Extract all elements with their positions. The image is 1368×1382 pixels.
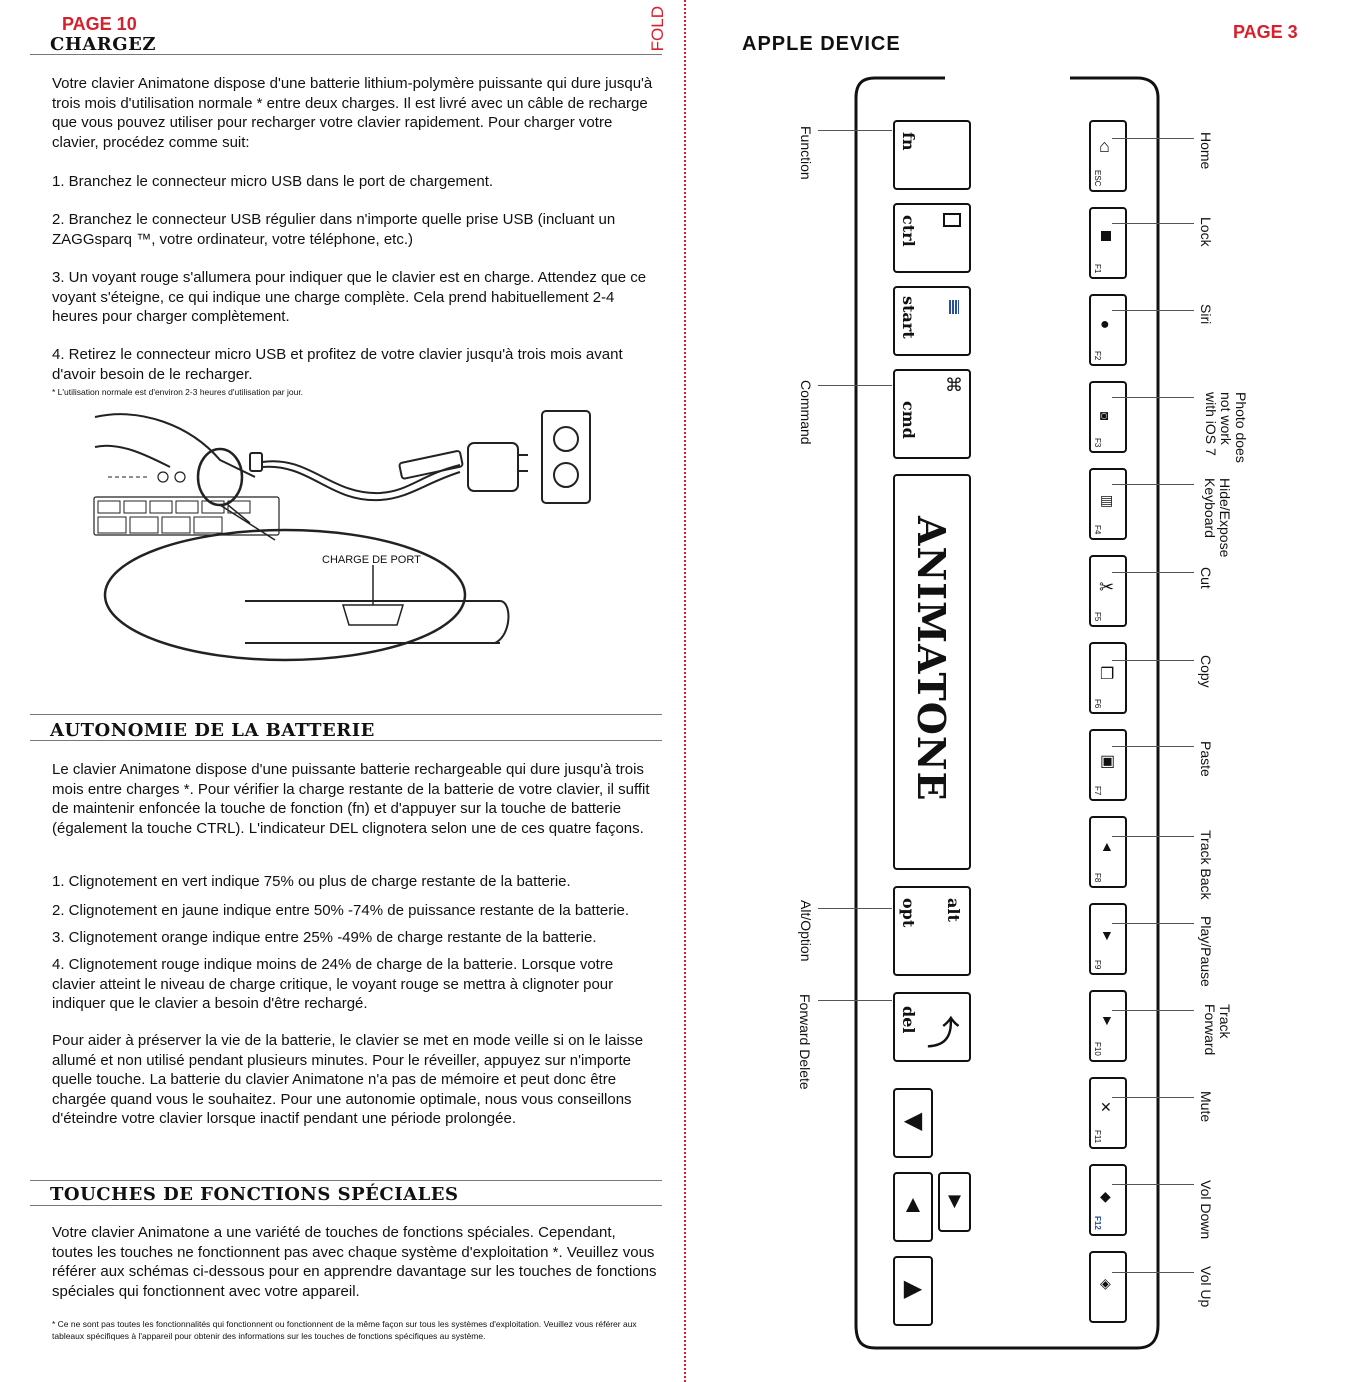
track-back-label: Track Back [1198, 830, 1214, 900]
hide-expose-label: Hide/Expose Keyboard [1202, 478, 1233, 558]
charge-step-4: 4. Retirez le connecteur micro USB et profitez de votre clavier jusqu'à trois mois avant d'avoir besoin de le recharger. [52, 346, 623, 383]
play-pause-label: Play/Pause [1198, 916, 1214, 987]
special-footnote: * Ce ne sont pas toutes les fonctionnalités qui fonctionnent ou fonctionnent de la même façon sur tous les systèmes d'exploitation. Veuillez vous référer aux tableaux spécifiques à l'appareil pour obtenir des informations sur les touches de fonctions spécifiques au système. [52, 1319, 637, 1341]
photo-key [1089, 381, 1127, 453]
leader-line [1112, 660, 1194, 661]
fkey-label: F11 [1093, 1129, 1102, 1143]
vol-down-label: Vol Down [1198, 1180, 1214, 1240]
vol-up-key [1089, 1251, 1127, 1323]
charge-intro: Votre clavier Animatone dispose d'une batterie lithium-polymère puissante qui dure jusqu'à trois mois d'utilisation normale * entre deux charges. Il est livré avec un câble de recharge que vous pouvez utiliser pour recharger votre clavier rapidement. Pour charger votre clavier, procédez comme suit: [52, 75, 653, 151]
leader-line [1112, 397, 1194, 398]
home-icon: ⌂ [1099, 136, 1110, 156]
fast-forward-icon: ▼ [1100, 1012, 1114, 1028]
cut-label: Cut [1198, 567, 1214, 589]
leader-line [1112, 836, 1194, 837]
arrow-left-key [893, 1172, 933, 1242]
windows-icon [949, 300, 959, 314]
page-number-right: PAGE 3 [1233, 22, 1298, 42]
vol-up-label: Vol Up [1198, 1266, 1214, 1308]
charging-illustration [80, 405, 600, 695]
leader-line [818, 908, 892, 909]
clipboard-icon: ▣ [1100, 753, 1116, 770]
copy-label: Copy [1198, 655, 1214, 688]
divider [30, 714, 662, 715]
cut-key [1089, 555, 1127, 627]
battery-item-1: 1. Clignotement en vert indique 75% ou plus de charge restante de la batterie. [52, 873, 571, 890]
leader-line [818, 385, 892, 386]
charge-step-2: 2. Branchez le connecteur USB régulier dans n'importe quelle prise USB (incluant un ZAGGsparq ™, votre ordinateur, votre téléphone, etc.) [52, 211, 616, 248]
battery-item-4: 4. Clignotement rouge indique moins de 24% de charge de la batterie. Lorsque votre clavier atteint le niveau de charge critique, le voyant rouge se mettra à clignoter pour indiquer que le clavier a besoin d'être rechargé. [52, 956, 614, 1012]
fold-label: FOLD [648, 6, 667, 52]
siri-key [1089, 294, 1127, 366]
arrow-up-key [893, 1088, 933, 1158]
battery-heading: AUTONOMIE DE LA BATTERIE [50, 720, 375, 741]
play-pause-key [1089, 903, 1127, 975]
charge-step-1: 1. Branchez le connecteur micro USB dans le port de chargement. [52, 173, 494, 190]
leader-line [1112, 746, 1194, 747]
battery-item-2: 2. Clignotement en jaune indique entre 50% -74% de puissance restante de la batterie. [52, 902, 630, 919]
alt-key-label: alt [944, 898, 963, 922]
lock-icon [1101, 231, 1111, 241]
command-icon: ⌘ [945, 375, 963, 395]
fkey-label: F2 [1093, 350, 1102, 360]
track-forward-label: Track Forward [1202, 1004, 1233, 1056]
fn-key [893, 120, 971, 190]
leader-line [818, 130, 892, 131]
fold-marker [648, 6, 676, 66]
battery-outro: Pour aider à préserver la vie de la batterie, le clavier se met en mode veille si on le laisse allumé et non utilisé pendant plusieurs minutes. Pour le réveiller, appuyez sur n'importe quelle touche. La batterie du clavier Animatone n'a pas de mémoire et peut donc être chargée quand vous le souhaitez. Pour une autonomie optimale, nous vous conseillons d'éteindre votre clavier lorsque inactif pendant une période prolongée. [52, 1032, 644, 1127]
arrow-left-icon: ▲ [901, 1191, 925, 1218]
arrow-down-icon: ▶ [903, 1275, 923, 1302]
volume-up-icon: ◈ [1100, 1275, 1111, 1291]
start-key [893, 286, 971, 356]
battery-item-3: 3. Clignotement orange indique entre 25% -49% de charge restante de la batterie. [52, 929, 597, 946]
volume-down-icon: ◆ [1100, 1188, 1111, 1204]
copy-key [1089, 642, 1127, 714]
mute-key [1089, 1077, 1127, 1149]
arrow-right-key [938, 1172, 971, 1232]
fkey-label: F7 [1093, 785, 1102, 795]
alt-option-label: Alt/Option [798, 900, 814, 962]
leader-line [1112, 1184, 1194, 1185]
track-back-key [1089, 816, 1127, 888]
vol-down-key [1089, 1164, 1127, 1236]
start-key-label: start [899, 296, 918, 339]
brand-logo-text: ANIMATONE [909, 516, 954, 802]
special-intro: Votre clavier Animatone a une variété de touches de fonctions spéciales. Cependant, toutes les touches ne fonctionnent pas avec chaque système d'exploitation *. Veuillez vous référer aux schémas ci-dessous pour en apprendre davantage sur les touches de fonctions spéciales qui fonctionnent avec votre appareil. [52, 1224, 657, 1300]
charge-step-3: 3. Un voyant rouge s'allumera pour indiquer que le clavier est en charge. Attendez que ce voyant s'éteigne, ce qui indique une charge complète. Cela prend habituellement 2-4 heures pour charger complètement. [52, 269, 647, 325]
space-bar [893, 474, 971, 870]
home-label: Home [1198, 132, 1214, 170]
divider [30, 1205, 662, 1206]
fn-key-label: fn [899, 132, 918, 151]
lock-label: Lock [1198, 217, 1214, 247]
delete-arrow-icon: ⤴ [926, 1015, 959, 1051]
fkey-label: F9 [1093, 959, 1102, 969]
leader-line [1112, 572, 1194, 573]
port-label: CHARGE DE PORT [322, 554, 421, 566]
arrow-right-icon: ▼ [943, 1188, 966, 1213]
fkey-label: F10 [1093, 1042, 1102, 1056]
track-forward-key [1089, 990, 1127, 1062]
play-pause-icon: ▼ [1100, 927, 1114, 943]
siri-label: Siri [1198, 304, 1214, 325]
leader-line [818, 1000, 892, 1001]
leader-line [1112, 1272, 1194, 1273]
battery-icon [943, 213, 961, 227]
function-label: Function [798, 126, 814, 180]
del-key-label: del [899, 1006, 918, 1034]
leader-line [1112, 923, 1194, 924]
leader-line [1112, 484, 1194, 485]
fkey-label: F5 [1093, 611, 1102, 621]
charge-heading: CHARGEZ [50, 34, 156, 55]
camera-icon: ◙ [1100, 407, 1109, 423]
leader-line [1112, 223, 1194, 224]
fkey-label: F4 [1093, 524, 1102, 534]
home-key [1089, 120, 1127, 192]
copy-icon: ❐ [1100, 666, 1115, 683]
scissors-icon: ✂ [1099, 577, 1115, 597]
fkey-label: ESC [1093, 169, 1102, 186]
fkey-label: F12 [1093, 1216, 1102, 1230]
mute-label: Mute [1198, 1091, 1214, 1123]
arrow-up-icon: ◀ [903, 1107, 923, 1134]
lock-key [1089, 207, 1127, 279]
forward-delete-label: Forward Delete [797, 994, 813, 1090]
leader-line [1112, 1097, 1194, 1098]
keyboard-icon: ▤ [1100, 492, 1114, 508]
fkey-label: F6 [1093, 698, 1102, 708]
arrow-down-key [893, 1256, 933, 1326]
leader-line [1112, 310, 1194, 311]
fkey-label: F1 [1093, 263, 1102, 273]
cmd-key [893, 369, 971, 459]
apple-device-title: APPLE DEVICE [742, 33, 901, 55]
fkey-label: F8 [1093, 872, 1102, 882]
del-key [893, 992, 971, 1062]
mute-icon: ✕ [1100, 1099, 1112, 1115]
battery-intro: Le clavier Animatone dispose d'une puissante batterie rechargeable qui dure jusqu'à trois mois entre charges *. Pour vérifier la charge restante de la batterie de votre clavier, il suffit de maintenir enfoncée la touche de fonction (fn) et d'appuyer sur la touche de batterie (également la touche CTRL). L'indicateur DEL clignotera selon une de ces quatre façons. [52, 761, 650, 837]
leader-line [1112, 1010, 1194, 1011]
paste-label: Paste [1198, 741, 1214, 777]
page-number-left: PAGE 10 [62, 14, 137, 34]
microphone-icon: ● [1100, 316, 1110, 333]
fkey-label: F3 [1093, 437, 1102, 447]
cmd-key-label: cmd [899, 401, 918, 439]
photo-label: Photo does not work with iOS 7 [1203, 392, 1249, 463]
ctrl-key [893, 203, 971, 273]
keyboard-toggle-key [1089, 468, 1127, 540]
leader-line [1112, 138, 1194, 139]
command-label: Command [798, 380, 814, 445]
rewind-icon: ▲ [1100, 838, 1114, 854]
ctrl-key-label: ctrl [899, 215, 918, 247]
special-heading: TOUCHES DE FONCTIONS SPÉCIALES [50, 1184, 459, 1205]
charge-footnote: * L'utilisation normale est d'environ 2-3 heures d'utilisation par jour. [52, 387, 304, 397]
paste-key [1089, 729, 1127, 801]
alt-key [893, 886, 971, 976]
fold-line [684, 0, 686, 1382]
divider [30, 54, 662, 55]
divider [30, 1180, 662, 1181]
opt-key-label: opt [899, 898, 918, 928]
divider [30, 740, 662, 741]
